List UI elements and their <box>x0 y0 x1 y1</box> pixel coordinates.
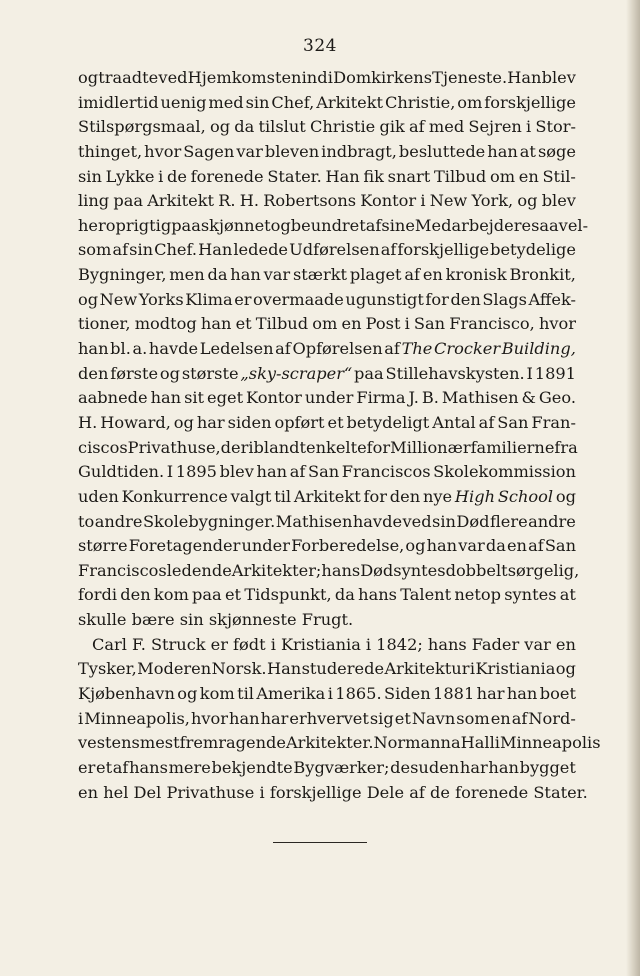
text-line: fordi den kom paa et Tidspunkt, da hans Talent netop syntes at <box>78 585 576 605</box>
text-line: en hel Del Privathuse i forskjellige Dele af de forenede Stater. <box>78 782 588 802</box>
text-line: Guldtiden. I 1895 blev han af San Franciscos Skolekommission <box>78 462 576 482</box>
text-line: Stilspørgsmaal, og da tilslut Christie gik af med Sejren i Stor- <box>78 117 576 137</box>
text-line: sin Lykke i de forenede Stater. Han fik snart Tilbud om en Stil- <box>78 166 576 186</box>
text-line: H. Howard, og har siden opført et betydeligt Antal af San Fran- <box>78 412 576 432</box>
text-line: som af sin Chef. Han ledede Udførelsen af forskjellige betydelige <box>78 240 576 260</box>
text-line: Bygninger, men da han var stærkt plaget af en kronisk Bronkit, <box>78 265 576 285</box>
text-line: er et af hans mere bekjendte Bygværker; desuden har han bygget <box>78 757 576 777</box>
text-line: og New Yorks Klima er overmaade ugunstigt for den Slags Affek- <box>78 289 576 309</box>
text-line: Carl F. Struck er født i Kristiania i 1842; hans Fader var en <box>92 634 576 654</box>
text-line: og traadte ved Hjemkomsten ind i Domkirkens Tjeneste. Han blev <box>78 68 576 87</box>
text-line: han bl. a. havde Ledelsen af Opførelsen af The Crocker Building, <box>78 339 576 359</box>
text-line: den første og største „sky-scraper“ paa Stillehavskysten. I 1891 <box>78 363 576 383</box>
text-line: aabnede han sit eget Kontor under Firma J. B. Mathisen & Geo. <box>78 388 576 408</box>
page-number: 324 <box>303 36 337 56</box>
text-line: to andre Skolebygninger. Mathisen havde ved sin Død flere andre <box>78 511 576 531</box>
text-line: Tysker, Moderen Norsk. Han studerede Arkitektur i Kristiania og <box>78 659 576 679</box>
text-line: Franciscos ledende Arkitekter; hans Død syntes dobbelt sørgelig, <box>78 560 580 580</box>
text-line: tioner, modtog han et Tilbud om en Post i San Francisco, hvor <box>78 314 576 334</box>
text-line: imidlertid uenig med sin Chef, Arkitekt Christie, om forskjellige <box>78 92 576 112</box>
text-line: større Foretagender under Forberedelse, og han var da en af San <box>78 536 576 556</box>
text-line: skulle bære sin skjønneste Frugt. <box>78 610 354 630</box>
body-text <box>78 66 601 805</box>
text-line: uden Konkurrence valgt til Arkitekt for den nye High School og <box>78 486 576 506</box>
text-line: her oprigtig paaskjønnet og beundret af sine Medarbejdere saavel- <box>78 215 589 235</box>
text-line: thinget, hvor Sagen var bleven indbragt, besluttede han at søge <box>78 141 576 161</box>
text-line: ling paa Arkitekt R. H. Robertsons Kontor i New York, og blev <box>78 191 576 211</box>
section-divider <box>273 842 367 843</box>
text-line: Kjøbenhavn og kom til Amerika i 1865. Siden 1881 har han boet <box>78 684 576 704</box>
text-line: i Minneapolis, hvor han har erhvervet sig et Navn som en af Nord- <box>78 708 576 728</box>
text-line: vestens mest fremragende Arkitekter. Normanna Hall i Minneapolis <box>78 733 601 753</box>
page-edge-shadow <box>626 0 640 976</box>
text-line: ciscos Privathuse, deriblandt enkelte for Millionærfamilierne fra <box>78 437 578 457</box>
